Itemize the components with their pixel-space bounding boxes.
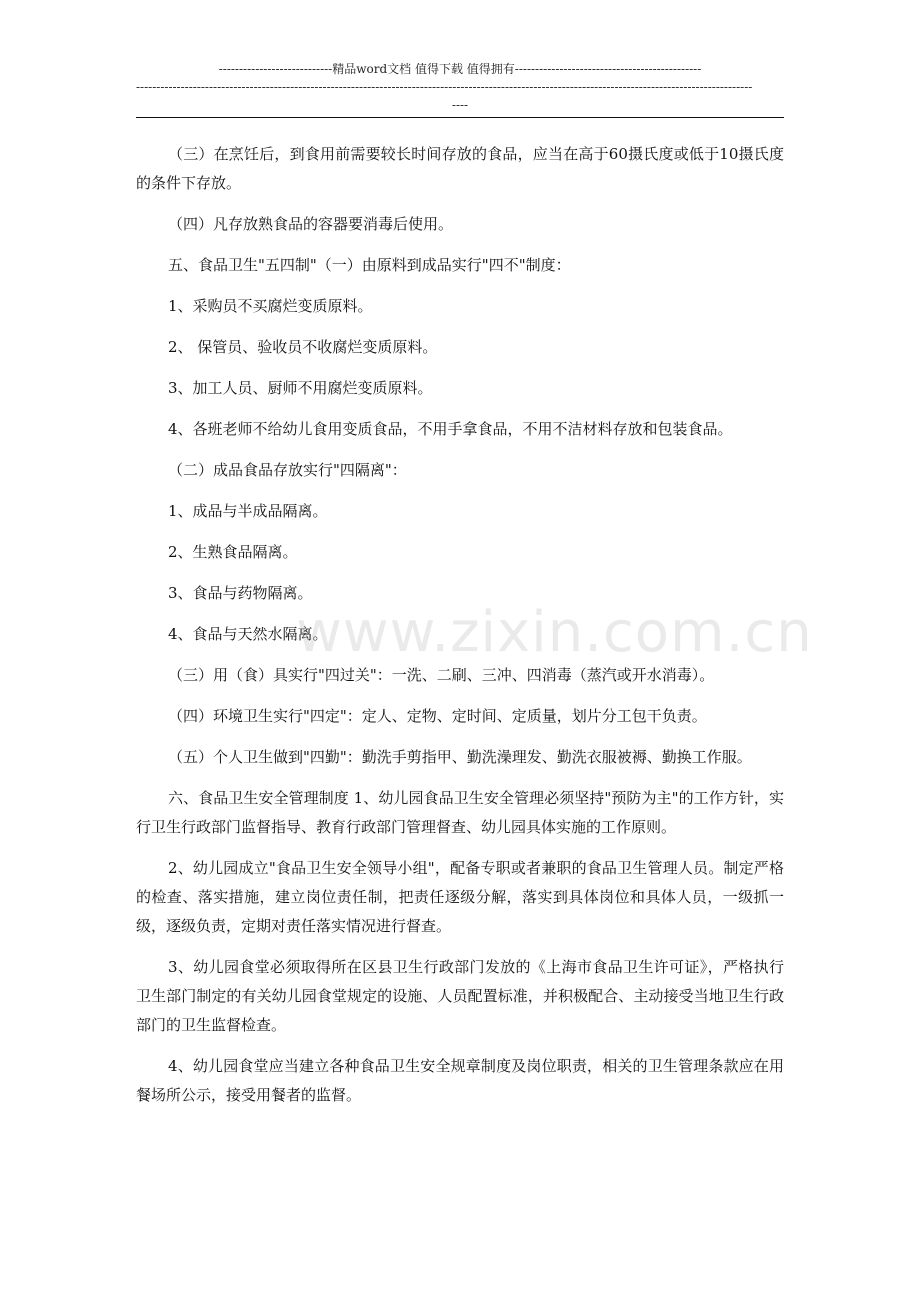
paragraph: 2、 保管员、验收员不收腐烂变质原料。	[168, 338, 438, 356]
paragraph: 六、食品卫生安全管理制度 1、幼儿园食品卫生安全管理必须坚持"预防为主"的工作方针，实行卫生行政部门监督指导、教育行政部门管理督查、幼儿园具体实施的工作原则。	[136, 789, 784, 836]
paragraph: （三）用（食）具实行"四过关"：一洗、二刷、三冲、四消毒（蒸汽或开水消毒）。	[168, 666, 715, 684]
paragraph: 3、加工人员、厨师不用腐烂变质原料。	[168, 379, 433, 397]
paragraph: 2、生熟食品隔离。	[168, 543, 298, 561]
paragraph: 3、食品与药物隔离。	[168, 584, 313, 602]
header-banner-text: ----------------------------精品word文档 值得下载 值得拥有----------------------------------------------	[218, 62, 702, 76]
watermark: www.zixin.com.cn	[296, 600, 813, 665]
paragraph: （四）环境卫生实行"四定"：定人、定物、定时间、定质量，划片分工包干负责。	[168, 707, 707, 725]
paragraph: （三）在烹饪后，到食用前需要较长时间存放的食品，应当在高于60摄氏度或低于10摄氏度的条件下存放。	[136, 145, 784, 192]
paragraph: （五）个人卫生做到"四勤"：勤洗手剪指甲、勤洗澡理发、勤洗衣服被褥、勤换工作服。	[168, 748, 752, 766]
paragraph: 2、幼儿园成立"食品卫生安全领导小组"，配备专职或者兼职的食品卫生管理人员。制定严格的检查、落实措施，建立岗位责任制，把责任逐级分解，落实到具体岗位和具体人员，一级抓一级，逐级负责，定期对责任落实情况进行督查。	[136, 859, 784, 935]
paragraph: 1、成品与半成品隔离。	[168, 502, 328, 520]
header-dash-line: --------------------------------------------------------------------------------------------------------------------------------------------------------	[136, 80, 753, 94]
page-header	[136, 60, 784, 114]
header-dash-tail: ----	[451, 98, 469, 112]
paragraph: 4、食品与天然水隔离。	[168, 625, 328, 643]
paragraph: （二）成品食品存放实行"四隔离"：	[168, 461, 407, 479]
paragraph: 4、各班老师不给幼儿食用变质食品，不用手拿食品，不用不洁材料存放和包装食品。	[168, 420, 733, 438]
paragraph: 1、采购员不买腐烂变质原料。	[168, 297, 373, 315]
paragraph: 五、食品卫生"五四制"（一）由原料到成品实行"四不"制度：	[168, 256, 571, 274]
paragraph: 4、幼儿园食堂应当建立各种食品卫生安全规章制度及岗位职责，相关的卫生管理条款应在用餐场所公示，接受用餐者的监督。	[136, 1057, 784, 1104]
paragraph: 3、幼儿园食堂必须取得所在区县卫生行政部门发放的《上海市食品卫生许可证》，严格执行卫生部门制定的有关幼儿园食堂规定的设施、人员配置标准，并积极配合、主动接受当地卫生行政部门的卫生监督检查。	[136, 958, 784, 1034]
header-rule	[136, 117, 784, 118]
paragraph: （四）凡存放熟食品的容器要消毒后使用。	[168, 215, 454, 233]
